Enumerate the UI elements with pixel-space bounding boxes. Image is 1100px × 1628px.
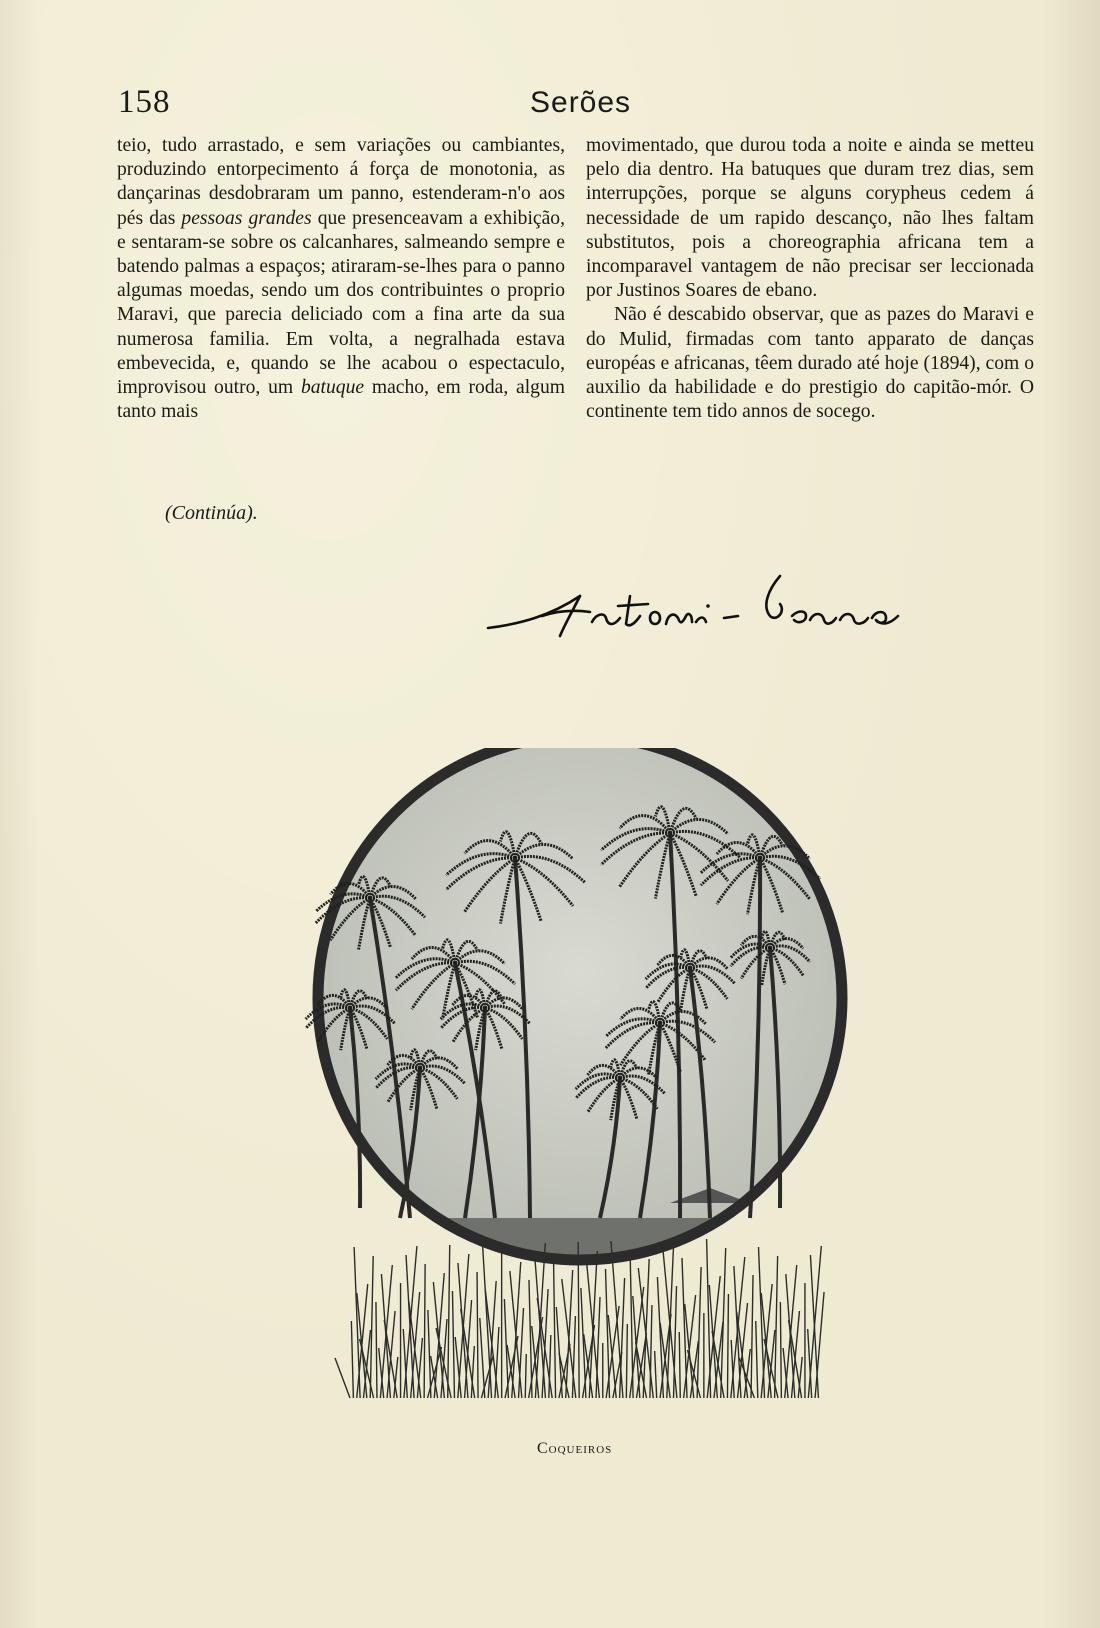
paragraph: movimentado, que durou toda a noite e ainda se metteu pelo dia dentro. Ha batuques que duram trez dias, sem interrupções, porque se alguns corypheus cedem á necessidade de um rapido descanço, não lhes faltam substitutos, pois a choreographia africana tem a incomparavel vantagem de não precisar ser leccionada por Justinos Soares de ebano. xyxy=(586,135,1034,302)
illustration-caption: Coqueiros xyxy=(537,1440,613,1457)
continued-note: (Continúa). xyxy=(165,502,258,524)
paragraph: Não é descabido observar, que as pazes do Maravi e do Mulid, firmadas com tanto apparato de danças européas e africanas, têem durado até hoje (1894), com o auxilio da habilidade e do prestigio do capitão-mór. O continente tem tido annos de socego. xyxy=(586,304,1034,423)
italic-term: batuque xyxy=(300,377,365,399)
text-column-right xyxy=(586,134,1034,424)
paragraph-text: macho, em roda, algum tanto mais xyxy=(117,377,565,423)
text-column-left xyxy=(117,134,565,424)
author-signature xyxy=(480,566,980,642)
running-title: Serões xyxy=(530,86,632,119)
paragraph-text: que presenceavam a exhibição, e sentaram-se sobre os calcanhares, salmeando sempre e batendo palmas a espaços; atiraram-se-lhes para o panno algumas moedas, sendo um dos contribuintes o proprio Maravi, que parecia deliciado com a fina arte da sua numerosa familia. Em volta, a negralhada estava embevecida, e, quando se lhe acabou o espectaculo, improvisou outro, um xyxy=(117,207,565,399)
page-number: 158 xyxy=(118,84,171,120)
italic-term: pessoas grandes xyxy=(181,207,312,229)
paragraph-text: teio, tudo arrastado, e sem variações ou cambiantes, produzindo entorpecimento á força de monotonia, as dançarinas desdobraram um panno, estenderam-n'o aos pés das xyxy=(117,135,565,229)
palm-trees-engraving xyxy=(290,748,870,1428)
paragraph xyxy=(117,134,565,424)
page-header xyxy=(118,84,1038,128)
